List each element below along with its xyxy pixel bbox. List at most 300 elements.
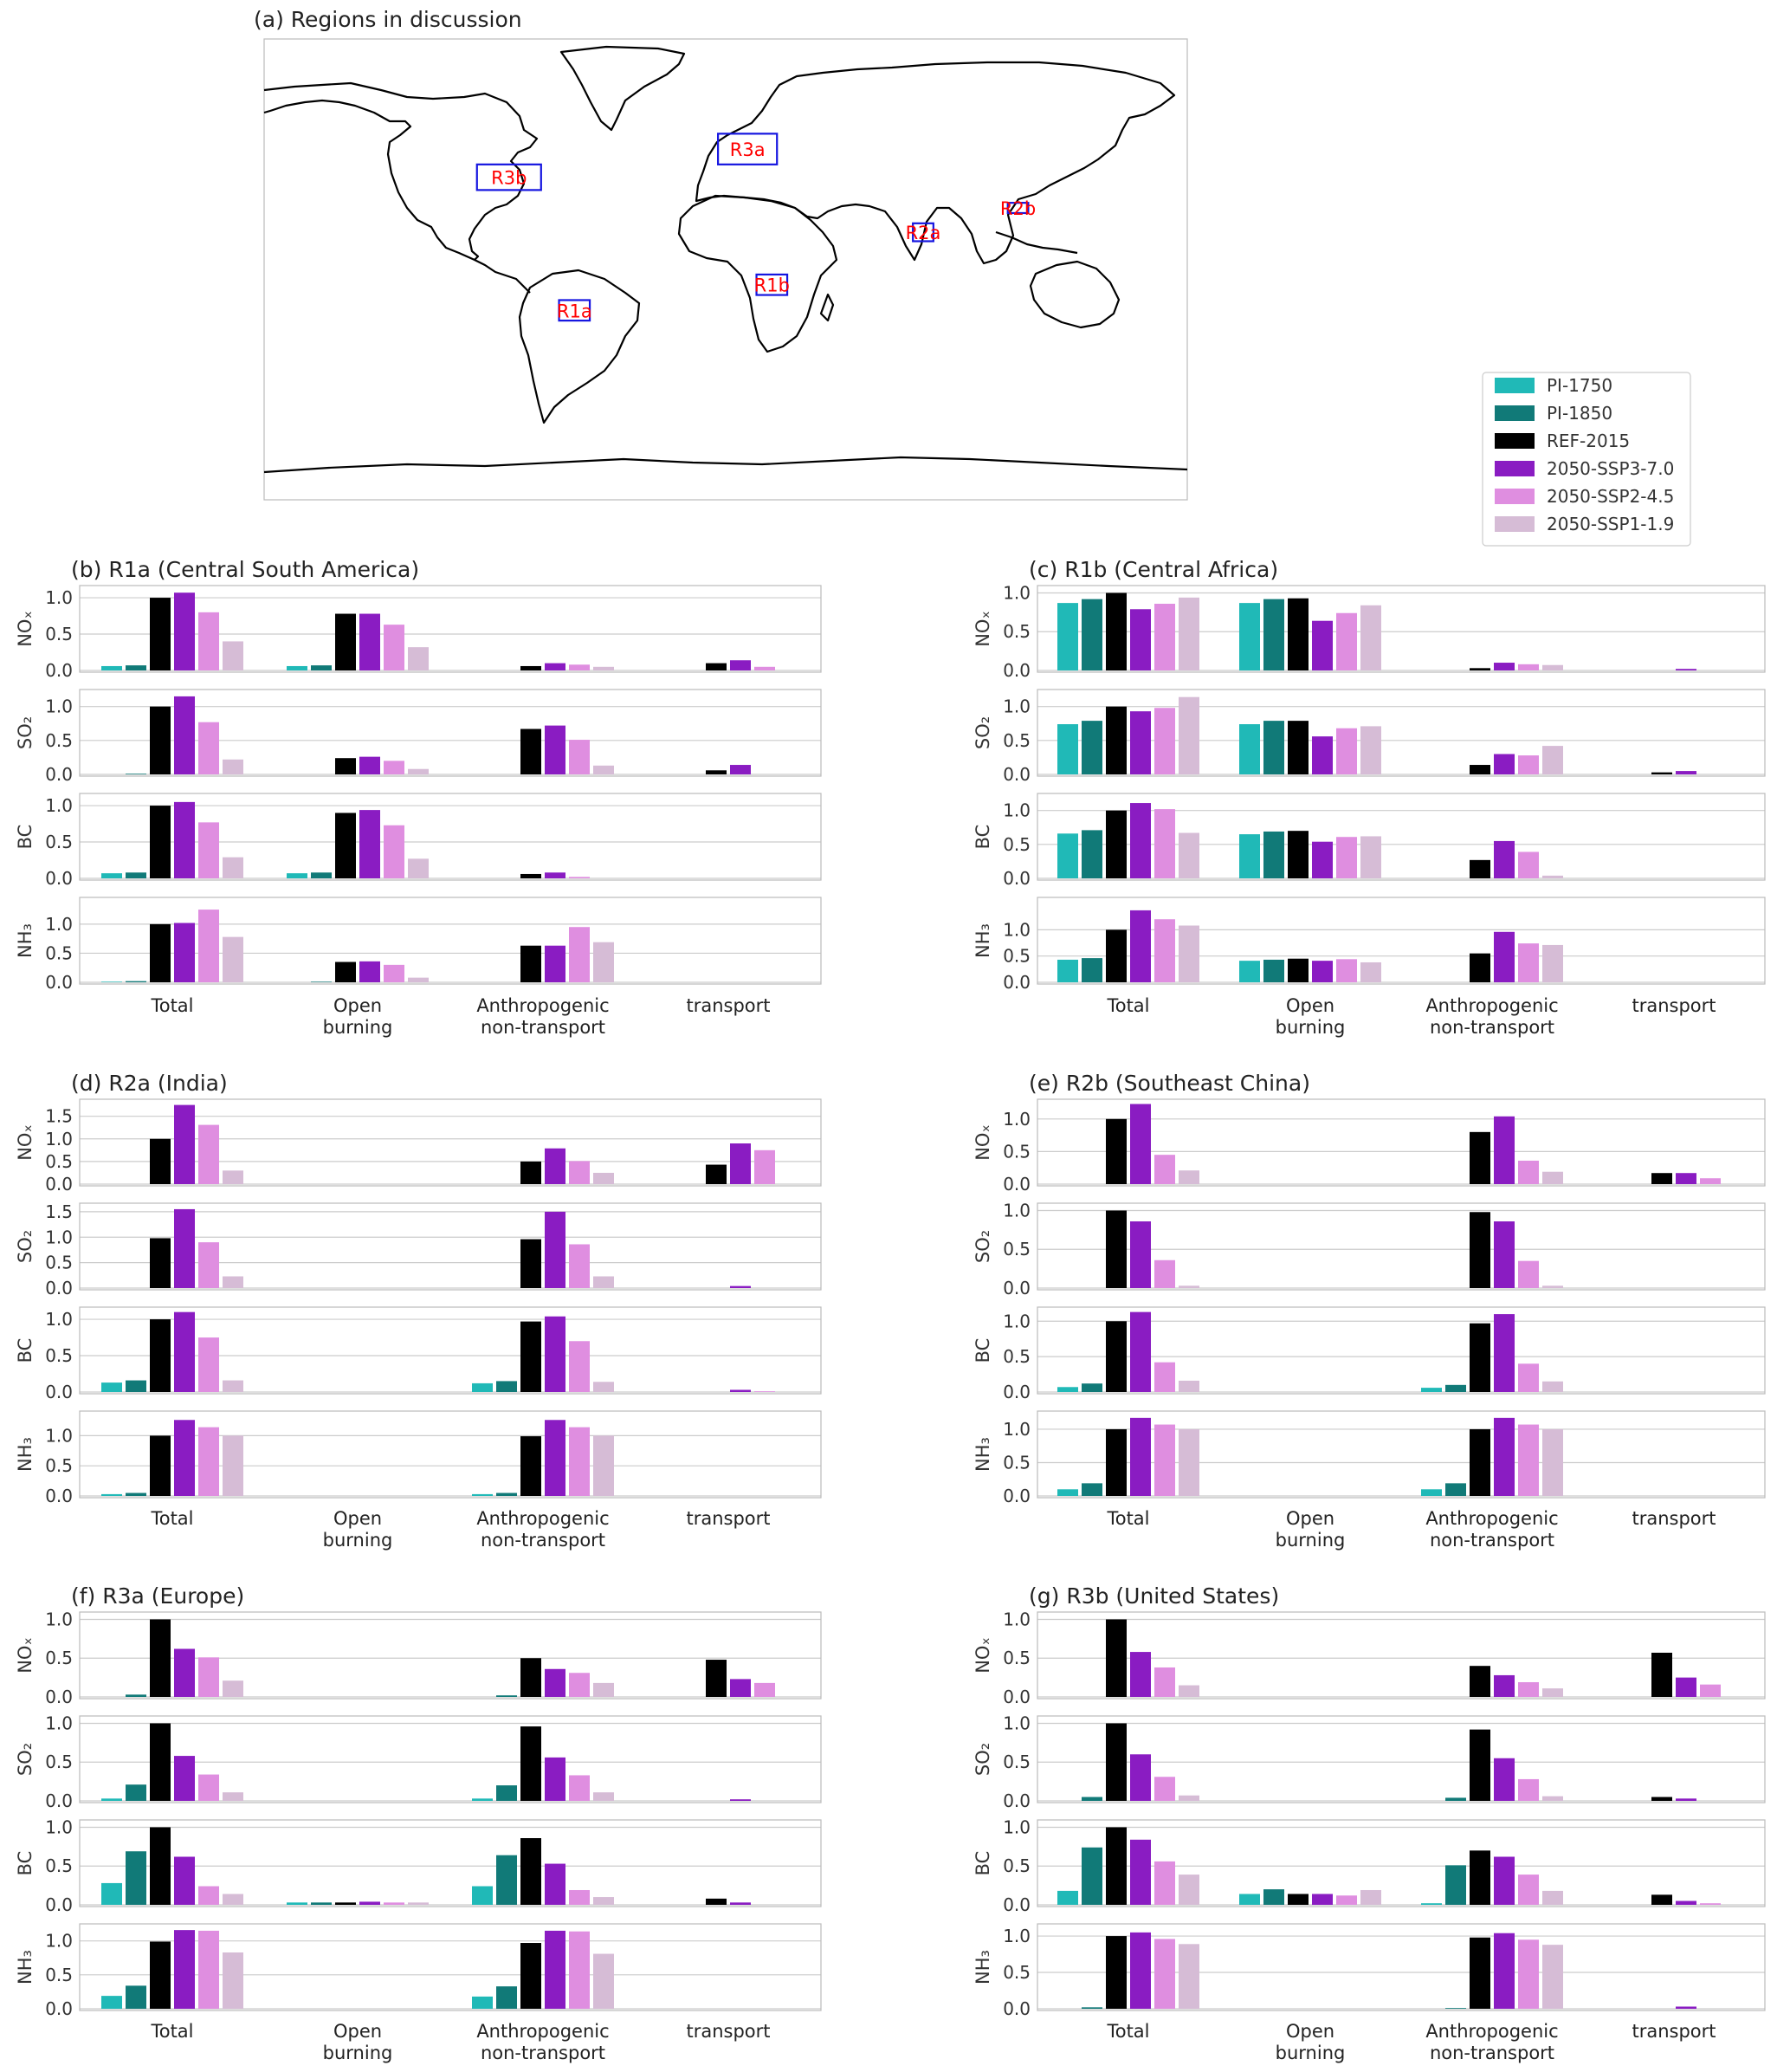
bar-2050-ssp1-1.9 (223, 760, 243, 774)
bar-2050-ssp1-1.9 (223, 1435, 243, 1496)
bar-2050-ssp1-1.9 (223, 937, 243, 982)
bar-2050-ssp1-1.9 (1179, 598, 1199, 670)
x-category-line: Anthropogenic (476, 1508, 610, 1529)
bar-2050-ssp1-1.9 (1360, 605, 1381, 670)
bar-2050-ssp1-1.9 (1179, 697, 1199, 774)
y-tick-label: 1.0 (1003, 696, 1031, 717)
x-category-line: Open (333, 995, 383, 1016)
bar-2050-ssp2-4.5 (384, 625, 404, 670)
y-tick-label: 0.0 (45, 1790, 73, 1811)
bar-2050-ssp2-4.5 (384, 965, 404, 982)
bar-pi-1750 (101, 873, 122, 878)
bar-2050-ssp2-4.5 (569, 1890, 590, 1905)
bar-2050-ssp1-1.9 (593, 1173, 614, 1184)
y-axis-label: NH₃ (973, 923, 993, 958)
x-category-label (1632, 2021, 1716, 2042)
bar-2050-ssp3-7.0 (174, 592, 195, 670)
y-axis-label: NH₃ (15, 1950, 36, 1985)
bar-2050-ssp1-1.9 (1179, 833, 1199, 878)
bar-ref-2015 (150, 598, 171, 670)
bar-ref-2015 (1651, 773, 1672, 774)
y-tick-label: 0.5 (1003, 945, 1031, 967)
legend-label-ref-2015: REF-2015 (1547, 431, 1631, 451)
bar-pi-1850 (1082, 958, 1102, 982)
row-1 (973, 582, 1765, 681)
bar-2050-ssp1-1.9 (1542, 1891, 1563, 1905)
y-tick-label: 0.5 (45, 1345, 73, 1367)
bar-2050-ssp3-7.0 (545, 1212, 565, 1288)
bar-2050-ssp1-1.9 (1179, 926, 1199, 982)
x-category-line: burning (1275, 1017, 1346, 1038)
bar-pi-1750 (1057, 1489, 1078, 1496)
bar-2050-ssp1-1.9 (1360, 1890, 1381, 1905)
y-tick-label: 0.0 (1003, 1998, 1031, 2019)
bar-2050-ssp2-4.5 (1518, 943, 1539, 982)
y-tick-label: 1.0 (45, 1227, 73, 1248)
bar-pi-1750 (101, 1494, 122, 1496)
bar-2050-ssp2-4.5 (1700, 1685, 1721, 1697)
row-2 (973, 690, 1765, 785)
y-axis-label: NOₓ (15, 611, 36, 647)
bar-pi-1850 (126, 1985, 146, 2009)
y-tick-label: 0.5 (1003, 1751, 1031, 1773)
y-tick-label: 0.5 (1003, 621, 1031, 643)
panel-title: (e) R2b (Southeast China) (1029, 1071, 1310, 1096)
bar-2050-ssp3-7.0 (174, 1856, 195, 1905)
y-tick-label: 0.5 (45, 729, 73, 751)
bar-ref-2015 (520, 729, 541, 774)
y-tick-label: 0.5 (1003, 1962, 1031, 1984)
bar-ref-2015 (520, 946, 541, 982)
y-tick-label: 0.0 (45, 1687, 73, 1707)
row-1 (15, 1099, 821, 1195)
bar-2050-ssp3-7.0 (1676, 2006, 1696, 2009)
x-category-line: burning (1275, 2043, 1346, 2063)
bar-pi-1750 (1239, 1894, 1260, 1905)
row-2 (15, 1713, 821, 1811)
bar-2050-ssp1-1.9 (1360, 962, 1381, 982)
bar-2050-ssp3-7.0 (1676, 1173, 1696, 1184)
bar-2050-ssp1-1.9 (1360, 836, 1381, 878)
row-4 (15, 1924, 821, 2019)
x-category-label (150, 2021, 193, 2042)
bar-2050-ssp2-4.5 (198, 1337, 219, 1392)
bar-2050-ssp2-4.5 (198, 1887, 219, 1905)
x-category-label (1425, 2021, 1558, 2063)
y-tick-label: 0.0 (1003, 1382, 1031, 1402)
y-tick-label: 0.0 (45, 1278, 73, 1298)
bar-ref-2015 (150, 1319, 171, 1392)
x-category-label (1106, 1508, 1149, 1529)
y-tick-label: 0.0 (45, 660, 73, 681)
bar-2050-ssp2-4.5 (384, 761, 404, 774)
bar-2050-ssp2-4.5 (1154, 1260, 1175, 1288)
panel-1 (15, 557, 821, 1038)
bar-2050-ssp1-1.9 (1542, 1429, 1563, 1496)
bar-2050-ssp2-4.5 (1518, 1939, 1539, 2009)
y-tick-label: 1.5 (45, 1201, 73, 1222)
bar-ref-2015 (1470, 1850, 1490, 1905)
bar-2050-ssp1-1.9 (593, 1435, 614, 1496)
bar-2050-ssp3-7.0 (1676, 1798, 1696, 1801)
bar-pi-1750 (287, 666, 307, 670)
bar-ref-2015 (1106, 1936, 1127, 2009)
bar-2050-ssp1-1.9 (223, 1894, 243, 1905)
x-category-line: Anthropogenic (1425, 995, 1559, 1016)
bar-2050-ssp2-4.5 (1154, 919, 1175, 982)
x-category-line: transport (686, 2021, 771, 2042)
bar-pi-1750 (1239, 834, 1260, 878)
region-label-r2a: R2a (905, 223, 941, 244)
bar-2050-ssp1-1.9 (1542, 1285, 1563, 1288)
x-category-label (1106, 2021, 1149, 2042)
bar-2050-ssp3-7.0 (1130, 1840, 1151, 1905)
bar-ref-2015 (1106, 1210, 1127, 1288)
x-category-line: transport (1632, 995, 1716, 1016)
x-category-line: Anthropogenic (1425, 2021, 1559, 2042)
bar-2050-ssp3-7.0 (730, 1143, 751, 1184)
map-title: (a) Regions in discussion (254, 7, 522, 32)
row-4 (973, 897, 1765, 993)
legend-swatch-ref-2015 (1495, 433, 1535, 449)
bar-ref-2015 (520, 1726, 541, 1801)
panel-3 (15, 1071, 821, 1551)
row-2 (15, 1201, 821, 1298)
bar-pi-1750 (472, 1997, 493, 2009)
bar-2050-ssp2-4.5 (1154, 1939, 1175, 2009)
bar-2050-ssp2-4.5 (198, 1242, 219, 1288)
bar-2050-ssp3-7.0 (545, 946, 565, 982)
bar-pi-1850 (126, 665, 146, 670)
y-tick-label: 1.0 (1003, 1418, 1031, 1440)
bar-2050-ssp3-7.0 (174, 1648, 195, 1697)
bar-ref-2015 (1288, 599, 1309, 670)
y-axis-label: SO₂ (973, 715, 993, 750)
bar-2050-ssp2-4.5 (1518, 1261, 1539, 1288)
y-tick-label: 0.0 (45, 1382, 73, 1402)
panel-title: (f) R3a (Europe) (71, 1583, 245, 1609)
bar-ref-2015 (1651, 1173, 1672, 1184)
y-axis-label: NOₓ (15, 1124, 36, 1161)
bar-2050-ssp1-1.9 (593, 667, 614, 670)
map-panel (254, 7, 1187, 500)
bar-2050-ssp1-1.9 (1179, 1381, 1199, 1392)
bar-2050-ssp1-1.9 (1179, 1285, 1199, 1288)
bar-2050-ssp1-1.9 (1179, 1796, 1199, 1801)
bar-pi-1850 (1263, 721, 1284, 774)
bar-2050-ssp2-4.5 (754, 1683, 775, 1697)
x-category-line: Total (1107, 1508, 1150, 1529)
x-category-label (323, 2021, 393, 2063)
bar-2050-ssp3-7.0 (545, 872, 565, 878)
row-3 (15, 1307, 821, 1402)
bar-ref-2015 (706, 1660, 727, 1697)
bar-2050-ssp2-4.5 (1518, 1875, 1539, 1905)
bar-pi-1850 (1263, 599, 1284, 670)
bar-2050-ssp1-1.9 (223, 1680, 243, 1697)
legend-label-2050-ssp3-7.0: 2050-SSP3-7.0 (1547, 458, 1675, 479)
bar-ref-2015 (520, 1436, 541, 1496)
y-tick-label: 0.0 (1003, 1486, 1031, 1506)
bar-2050-ssp2-4.5 (1518, 755, 1539, 774)
bar-2050-ssp1-1.9 (593, 1954, 614, 2009)
x-category-line: Open (333, 1508, 383, 1529)
y-tick-label: 1.0 (1003, 800, 1031, 821)
panel-2 (973, 557, 1765, 1038)
bar-ref-2015 (1106, 707, 1127, 774)
bar-ref-2015 (335, 962, 356, 983)
bar-pi-1750 (101, 666, 122, 670)
panel-4 (973, 1071, 1765, 1551)
bar-ref-2015 (1470, 1429, 1490, 1496)
bar-2050-ssp2-4.5 (1518, 1682, 1539, 1697)
bar-2050-ssp1-1.9 (593, 1792, 614, 1801)
x-category-label (1276, 1508, 1346, 1551)
bar-2050-ssp2-4.5 (1700, 1903, 1721, 1905)
bar-2050-ssp3-7.0 (1494, 1856, 1515, 1905)
bar-2050-ssp3-7.0 (730, 1799, 751, 1801)
bar-2050-ssp3-7.0 (1312, 961, 1333, 982)
y-axis-label: BC (15, 824, 36, 850)
bar-pi-1850 (1445, 1797, 1466, 1801)
bar-ref-2015 (706, 770, 727, 774)
bar-2050-ssp1-1.9 (408, 769, 429, 774)
bar-pi-1850 (1445, 1865, 1466, 1905)
x-category-label (1425, 995, 1558, 1038)
bar-2050-ssp3-7.0 (545, 1931, 565, 2009)
bar-pi-1750 (101, 1883, 122, 1905)
bar-ref-2015 (335, 813, 356, 878)
panel-title: (b) R1a (Central South America) (71, 557, 420, 582)
legend-label-2050-ssp2-4.5: 2050-SSP2-4.5 (1547, 486, 1675, 507)
bar-2050-ssp1-1.9 (1542, 1797, 1563, 1801)
bar-2050-ssp1-1.9 (408, 858, 429, 878)
x-category-line: Open (1285, 2021, 1335, 2042)
bar-2050-ssp1-1.9 (223, 1170, 243, 1184)
y-tick-label: 1.0 (45, 696, 73, 717)
x-category-label (686, 1508, 770, 1529)
bar-ref-2015 (335, 758, 356, 774)
bar-ref-2015 (1470, 1212, 1490, 1288)
y-axis-label: SO₂ (973, 1229, 993, 1264)
bar-2050-ssp2-4.5 (569, 927, 590, 982)
bar-2050-ssp3-7.0 (1130, 1221, 1151, 1288)
bar-2050-ssp3-7.0 (1494, 932, 1515, 982)
bar-2050-ssp2-4.5 (198, 910, 219, 982)
bar-2050-ssp3-7.0 (1494, 1675, 1515, 1697)
x-category-line: non-transport (480, 2043, 606, 2063)
bar-pi-1850 (1082, 2007, 1102, 2009)
bar-ref-2015 (706, 1165, 727, 1184)
bar-2050-ssp3-7.0 (174, 802, 195, 878)
bar-2050-ssp3-7.0 (545, 1758, 565, 1801)
y-tick-label: 1.0 (1003, 1713, 1031, 1734)
x-category-line: Anthropogenic (1425, 1508, 1559, 1529)
bar-2050-ssp3-7.0 (1130, 1652, 1151, 1697)
bar-ref-2015 (1288, 721, 1309, 774)
bar-2050-ssp3-7.0 (1130, 1933, 1151, 2009)
bar-2050-ssp3-7.0 (545, 1149, 565, 1184)
bar-pi-1850 (126, 1381, 146, 1392)
x-category-line: non-transport (1429, 2043, 1555, 2063)
bar-2050-ssp1-1.9 (408, 1902, 429, 1905)
bar-2050-ssp2-4.5 (384, 826, 404, 878)
x-category-line: transport (1632, 1508, 1716, 1529)
y-axis-label: BC (973, 1850, 993, 1876)
bar-2050-ssp1-1.9 (223, 641, 243, 670)
legend-swatch-pi-1750 (1495, 378, 1535, 393)
bar-pi-1750 (1057, 1891, 1078, 1905)
x-category-label (1106, 995, 1149, 1016)
y-tick-label: 0.0 (1003, 1174, 1031, 1195)
row-3 (973, 1307, 1765, 1402)
panel-5 (15, 1583, 821, 2063)
bar-2050-ssp2-4.5 (1336, 1895, 1357, 1905)
bar-ref-2015 (1106, 1119, 1127, 1184)
bar-2050-ssp3-7.0 (359, 614, 380, 670)
bar-pi-1850 (496, 1785, 517, 1801)
bar-2050-ssp1-1.9 (1542, 1945, 1563, 2009)
bar-2050-ssp1-1.9 (593, 942, 614, 982)
x-category-line: Anthropogenic (476, 995, 610, 1016)
bar-ref-2015 (150, 1619, 171, 1697)
bar-2050-ssp2-4.5 (1518, 1161, 1539, 1184)
bar-ref-2015 (1106, 1827, 1127, 1905)
bar-2050-ssp2-4.5 (569, 1341, 590, 1392)
bar-2050-ssp1-1.9 (593, 1683, 614, 1697)
bar-2050-ssp3-7.0 (1312, 1894, 1333, 1905)
bar-ref-2015 (150, 1827, 171, 1905)
bar-2050-ssp2-4.5 (1518, 664, 1539, 670)
bar-2050-ssp1-1.9 (223, 1276, 243, 1288)
x-category-line: transport (686, 1508, 771, 1529)
bar-pi-1750 (1057, 724, 1078, 774)
region-label-r3a: R3a (729, 139, 766, 161)
bar-ref-2015 (1106, 592, 1127, 670)
x-category-line: Open (1285, 1508, 1335, 1529)
legend-label-2050-ssp1-1.9: 2050-SSP1-1.9 (1547, 514, 1675, 534)
bar-pi-1750 (472, 1887, 493, 1905)
bar-2050-ssp3-7.0 (545, 726, 565, 774)
bar-2050-ssp3-7.0 (1676, 1678, 1696, 1697)
y-tick-label: 0.0 (1003, 1278, 1031, 1298)
y-axis-label: NOₓ (973, 611, 993, 647)
bar-2050-ssp3-7.0 (1494, 1418, 1515, 1496)
map-frame (264, 39, 1187, 500)
bar-pi-1850 (1445, 1483, 1466, 1496)
bar-2050-ssp1-1.9 (1179, 1686, 1199, 1697)
bar-ref-2015 (520, 1838, 541, 1905)
bar-2050-ssp2-4.5 (198, 1775, 219, 1801)
bar-2050-ssp2-4.5 (198, 612, 219, 670)
bar-pi-1850 (1263, 1889, 1284, 1905)
x-category-label (150, 1508, 193, 1529)
bar-2050-ssp3-7.0 (1130, 1104, 1151, 1184)
row-1 (973, 1609, 1765, 1707)
bar-pi-1850 (126, 1784, 146, 1801)
y-tick-label: 0.5 (45, 1455, 73, 1477)
bar-pi-1750 (1421, 1903, 1442, 1905)
bar-2050-ssp2-4.5 (198, 1428, 219, 1496)
bar-pi-1850 (311, 665, 332, 670)
bar-ref-2015 (706, 664, 727, 670)
panel-title: (d) R2a (India) (71, 1071, 228, 1096)
bar-2050-ssp3-7.0 (174, 1930, 195, 2009)
bar-pi-1750 (1057, 960, 1078, 982)
bar-2050-ssp3-7.0 (1130, 1418, 1151, 1496)
row-3 (15, 1816, 821, 1915)
bar-2050-ssp2-4.5 (1154, 604, 1175, 670)
y-tick-label: 0.0 (45, 972, 73, 993)
bar-ref-2015 (1106, 1723, 1127, 1801)
bar-ref-2015 (1288, 831, 1309, 878)
bar-pi-1750 (101, 1382, 122, 1392)
bar-pi-1750 (472, 1383, 493, 1392)
bar-ref-2015 (520, 1658, 541, 1697)
y-tick-label: 0.5 (45, 1751, 73, 1773)
bar-2050-ssp2-4.5 (1336, 837, 1357, 878)
y-tick-label: 0.5 (1003, 1648, 1031, 1669)
bar-ref-2015 (1106, 811, 1127, 878)
bar-2050-ssp3-7.0 (730, 1679, 751, 1697)
bar-2050-ssp1-1.9 (1542, 1688, 1563, 1697)
x-category-line: burning (1275, 1530, 1346, 1551)
bar-2050-ssp3-7.0 (730, 1286, 751, 1288)
y-tick-label: 0.0 (1003, 1790, 1031, 1811)
y-axis-label: BC (973, 824, 993, 850)
bar-pi-1850 (126, 872, 146, 878)
bar-2050-ssp3-7.0 (1130, 1754, 1151, 1801)
bar-ref-2015 (150, 924, 171, 982)
bar-ref-2015 (706, 1899, 727, 1905)
bar-2050-ssp3-7.0 (1494, 1314, 1515, 1392)
bar-2050-ssp2-4.5 (569, 877, 590, 878)
y-tick-label: 1.0 (45, 1425, 73, 1447)
y-tick-label: 0.0 (45, 764, 73, 785)
x-category-label (323, 1508, 393, 1551)
bar-ref-2015 (1470, 1324, 1490, 1392)
bar-pi-1850 (1082, 830, 1102, 878)
x-category-line: non-transport (1429, 1017, 1555, 1038)
bar-2050-ssp2-4.5 (1154, 1667, 1175, 1697)
bar-2050-ssp2-4.5 (754, 667, 775, 670)
x-category-label (1276, 2021, 1346, 2063)
y-axis-label: BC (15, 1850, 36, 1876)
bar-ref-2015 (520, 874, 541, 878)
bar-2050-ssp2-4.5 (1518, 851, 1539, 878)
bar-2050-ssp2-4.5 (1336, 959, 1357, 982)
bar-pi-1850 (1082, 1797, 1102, 1801)
y-tick-label: 1.0 (45, 1713, 73, 1734)
y-tick-label: 0.0 (1003, 660, 1031, 681)
bar-2050-ssp2-4.5 (1154, 1862, 1175, 1905)
x-category-label (150, 995, 193, 1016)
y-tick-label: 1.0 (1003, 1311, 1031, 1332)
bar-pi-1750 (472, 1494, 493, 1496)
bar-2050-ssp2-4.5 (1518, 1779, 1539, 1801)
y-tick-label: 0.0 (1003, 764, 1031, 785)
legend-swatch-2050-ssp2-4.5 (1495, 489, 1535, 504)
bar-2050-ssp3-7.0 (545, 1420, 565, 1496)
bar-2050-ssp2-4.5 (1336, 728, 1357, 774)
y-tick-label: 0.5 (45, 1964, 73, 1985)
y-tick-label: 0.5 (45, 1855, 73, 1877)
bar-2050-ssp3-7.0 (1130, 910, 1151, 982)
y-tick-label: 0.0 (1003, 972, 1031, 993)
y-tick-label: 0.5 (1003, 833, 1031, 855)
bar-2050-ssp2-4.5 (198, 822, 219, 878)
bar-pi-1850 (1082, 1483, 1102, 1496)
